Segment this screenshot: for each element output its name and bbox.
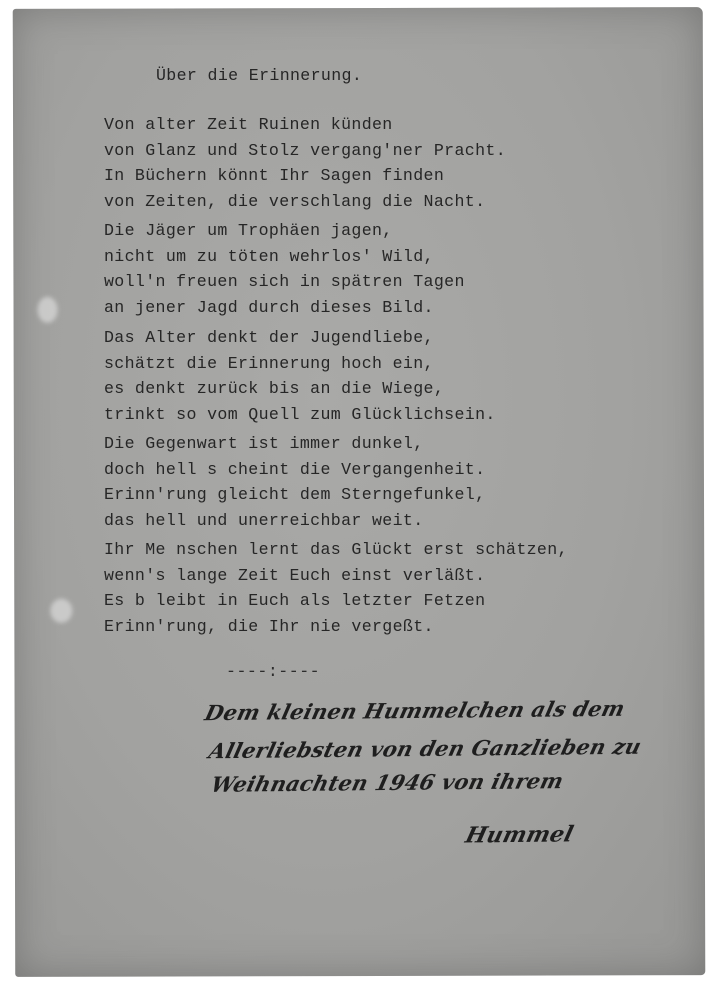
poem-title: Über die Erinnerung. — [156, 66, 363, 85]
poem-line: nicht um zu töten wehrlos' Wild, — [104, 246, 434, 266]
handwritten-signature: Hummel — [462, 821, 577, 849]
stanza-2 — [104, 218, 465, 320]
stanza-3 — [104, 325, 496, 427]
poem-line: Erinn'rung gleicht dem Sterngefunkel, — [104, 485, 486, 505]
paper-crease — [37, 297, 57, 323]
paper-crease — [50, 599, 72, 623]
handwritten-dedication-line: Allerliebsten von den Ganzlieben zu — [206, 733, 644, 764]
poem-line: das hell und unerreichbar weit. — [104, 510, 424, 530]
poem-line: von Zeiten, die verschlang die Nacht. — [104, 191, 486, 211]
poem-line: Die Gegenwart ist immer dunkel, — [104, 434, 424, 453]
handwritten-dedication-line: Dem kleinen Hummelchen als dem — [202, 695, 628, 726]
poem-line: wenn's lange Zeit Euch einst verläßt. — [104, 565, 486, 585]
handwritten-dedication-line: Weihnachten 1946 von ihrem — [208, 768, 567, 797]
poem-line: trinkt so vom Quell zum Glücklichsein. — [104, 404, 496, 424]
poem-line: von Glanz und Stolz vergang'ner Pracht. — [104, 140, 507, 160]
poem-line: Erinn'rung, die Ihr nie vergeßt. — [104, 616, 434, 636]
poem-line: Es b leibt in Euch als letzter Fetzen — [104, 591, 486, 611]
poem-line: In Büchern könnt Ihr Sagen finden — [104, 166, 445, 186]
poem-line: Ihr Me nschen lernt das Glückt erst schätzen, — [104, 540, 568, 559]
poem-line: an jener Jagd durch dieses Bild. — [104, 297, 434, 317]
poem-line: woll'n freuen sich in spätren Tagen — [104, 272, 465, 292]
separator-line: ----:---- — [226, 662, 321, 681]
stanza-1 — [104, 112, 506, 214]
poem-line: Von alter Zeit Ruinen künden — [104, 115, 393, 134]
poem-line: es denkt zurück bis an die Wiege, — [104, 379, 445, 399]
poem-line: Die Jäger um Trophäen jagen, — [104, 221, 393, 240]
poem-line: doch hell s cheint die Vergangenheit. — [104, 459, 486, 479]
stanza-5 — [104, 537, 568, 639]
poem-line: schätzt die Erinnerung hoch ein, — [104, 353, 434, 373]
poem-line: Das Alter denkt der Jugendliebe, — [104, 328, 434, 347]
stanza-4 — [104, 431, 485, 533]
